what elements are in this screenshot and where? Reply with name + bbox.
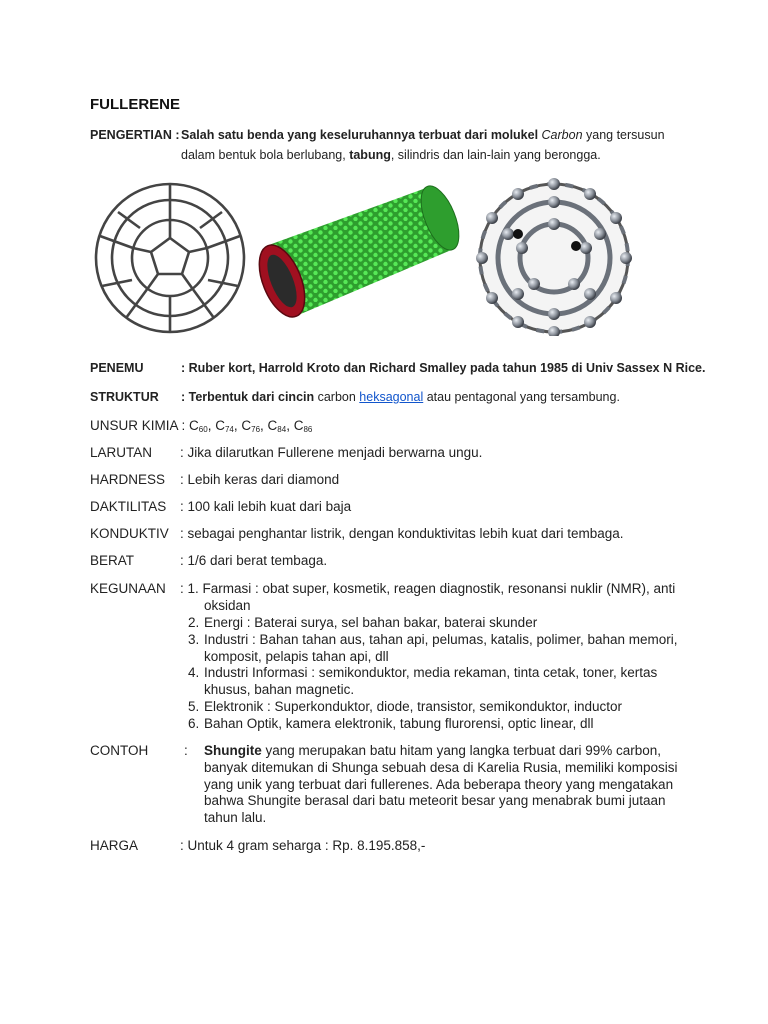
list-item (188, 665, 688, 699)
fullerene-images (88, 176, 648, 336)
pengertian-text-bold: Salah satu benda yang keseluruhannya terbuat dari molukel (181, 128, 542, 142)
struktur-value-bold: : Terbentuk dari cincin (181, 390, 315, 404)
contoh-label: CONTOH (90, 743, 149, 758)
harga-label: HARGA (90, 838, 139, 853)
unsur-item: $C_{86}$ (293, 418, 313, 434)
list-item-number: 4. (188, 665, 200, 681)
list-item-number: 3. (188, 631, 200, 647)
list-item-text: Bahan Optik, kamera elektronik, tabung flurorensi, optic linear, dll (204, 715, 594, 731)
pengertian-text-rest: yang tersusun (582, 128, 665, 142)
heksagonal-link[interactable]: heksagonal (359, 390, 424, 404)
list-item-number: 2. (188, 615, 200, 630)
pengertian-tabung: tabung (349, 148, 391, 162)
list-item (188, 699, 688, 716)
kegunaan-first: : 1. Farmasi : obat super, kosmetik, reagen diagnostik, resonansi nuklir (NMR), anti (180, 581, 676, 596)
hardness-label: HARDNESS (90, 472, 166, 487)
penemu-value: : Ruber kort, Harrold Kroto dan Richard Smalley pada tahun 1985 di Univ Sassex N Rice. (181, 361, 706, 375)
list-item (188, 632, 688, 666)
berat-label: BERAT (90, 553, 135, 568)
pengertian-label: PENGERTIAN : (90, 128, 180, 142)
berat-value: : 1/6 dari berat tembaga. (180, 553, 328, 568)
contoh-shungite: Shungite (204, 743, 262, 758)
list-item-text: Energi : Baterai surya, sel bahan bakar, baterai skunder (204, 615, 538, 630)
daktilitas-label: DAKTILITAS (90, 499, 167, 514)
unsur-subscript: 60 (198, 425, 208, 434)
daktilitas-value: : 100 kali lebih kuat dari baja (180, 499, 352, 514)
contoh-text (204, 743, 684, 827)
kegunaan-row (90, 581, 675, 596)
list-item-text: Elektronik : Superkonduktor, diode, transistor, semikonduktor, inductor (204, 698, 622, 714)
unsur-item: $C_{60}$ (189, 418, 208, 434)
buckyball-wireframe-icon (96, 184, 244, 332)
contoh-row (90, 743, 188, 758)
pengertian-row-2 (181, 148, 601, 162)
unsur-subscript: 84 (277, 425, 287, 434)
pengertian-row (90, 128, 665, 142)
penemu-row (90, 361, 705, 375)
daktilitas-row (90, 499, 351, 514)
kegunaan-list (188, 615, 688, 733)
contoh-colon: : (184, 743, 188, 758)
unsur-item: $C_{76}$ (241, 418, 261, 434)
kegunaan-first-cont: oksidan (204, 598, 251, 613)
unsur-subscript: 76 (251, 425, 261, 434)
list-item-text: Industri Informasi : semikonduktor, media rekaman, tinta cetak, toner, kertas khusus, bahan magnetic. (204, 665, 658, 698)
struktur-value-a: carbon (314, 390, 360, 404)
berat-row (90, 553, 327, 568)
unsur-label: UNSUR KIMIA : (90, 418, 186, 433)
konduktiv-row (90, 526, 624, 541)
konduktiv-value: : sebagai penghantar listrik, dengan konduktivitas lebih kuat dari tembaga. (180, 526, 624, 541)
list-item (188, 615, 688, 632)
hardness-row (90, 472, 339, 487)
unsur-subscript: 74 (224, 425, 234, 434)
struktur-value-b: atau pentagonal yang tersambung. (423, 390, 620, 404)
konduktiv-label: KONDUKTIV (90, 526, 169, 541)
hardness-value: : Lebih keras dari diamond (180, 472, 340, 487)
contoh-body: yang merupakan batu hitam yang langka terbuat dari 99% carbon, banyak ditemukan di Shunga sebuah desa di Karelia Rusia, memiliki komposisi yang unik yang terbuat dari fullerenes. Ada beberapa theory yang mengatakan bahwa Shungite berasal dari batu meteorit besar yang menabrak bumi jutaan tahun lalu. (204, 743, 678, 826)
list-item-number: 6. (188, 715, 200, 731)
list-item-text: Industri : Bahan tahan aus, tahan api, pelumas, katalis, polimer, bahan memori, komposit, pelapis tahan api, dll (204, 631, 678, 664)
larutan-row (90, 445, 482, 460)
unsur-row (90, 418, 312, 434)
harga-value: : Untuk 4 gram seharga : Rp. 8.195.858,- (180, 838, 426, 853)
struktur-row (90, 390, 620, 404)
struktur-label: STRUKTUR (90, 390, 159, 404)
page-title: FULLERENE (90, 96, 180, 113)
buckyball-3d-icon (476, 178, 632, 336)
unsur-item: $C_{74}$ (215, 418, 234, 434)
list-item-number: 5. (188, 698, 200, 714)
unsur-item: $C_{84}$ (267, 418, 287, 434)
larutan-value: : Jika dilarutkan Fullerene menjadi berwarna ungu. (180, 445, 483, 460)
pengertian-carbon: Carbon (541, 128, 583, 142)
list-item (188, 716, 688, 733)
kegunaan-label: KEGUNAAN (90, 581, 166, 596)
unsur-subscript: 86 (303, 425, 313, 434)
larutan-label: LARUTAN (90, 445, 153, 460)
pengertian-text2b: , silindris dan lain-lain yang berongga. (390, 148, 601, 162)
nanotube-icon (250, 181, 466, 323)
harga-row (90, 838, 425, 853)
unsur-values: $C_{60}$, $C_{74}$, $C_{76}$, $C_{84}$, $C_{86}$ (189, 418, 313, 434)
pengertian-text2a: dalam bentuk bola berlubang, (181, 148, 350, 162)
penemu-label: PENEMU (90, 361, 144, 375)
